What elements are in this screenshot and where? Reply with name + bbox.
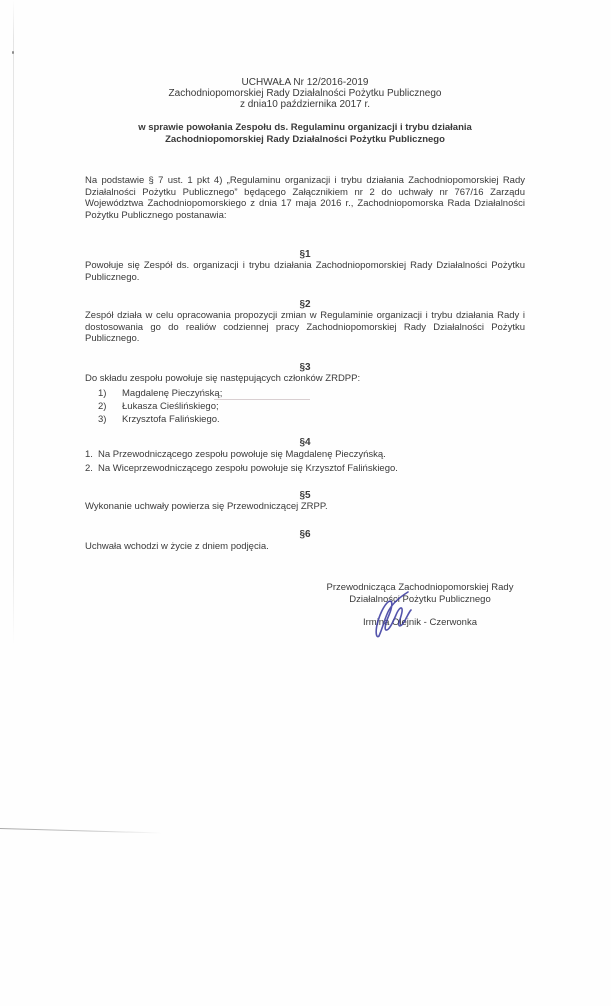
list-item-number: 1. — [85, 449, 93, 460]
section-3-list — [85, 387, 538, 426]
preamble-paragraph: Na podstawie § 7 ust. 1 pkt 4) „Regulaminu organizacji i trybu działania Zachodniopomorskiej Rady Działalności Pożytku Publicznego” będącego Załącznikiem nr 2 do uchwały nr 767/16 Zarządu Województwa Zachodniopomorskiego z dnia 17 maja 2016 r., Zachodniopomorska Rada Działalności Pożytku Publicznego postanawia: — [85, 175, 525, 221]
doc-subject — [85, 122, 525, 145]
section-1-text: Powołuje się Zespół ds. organizacji i trybu działania Zachodniopomorskiej Rady Działalności Pożytku Publicznego. — [85, 260, 525, 283]
section-6-text: Uchwała wchodzi w życie z dniem podjęcia. — [85, 541, 269, 552]
scan-edge-artifact-diagonal — [0, 828, 162, 834]
list-item-number: 2. — [85, 463, 93, 474]
section-4-list — [85, 448, 525, 476]
section-6-marker: §6 — [299, 529, 311, 540]
section-5-marker: §5 — [299, 490, 311, 501]
section-5-text: Wykonanie uchwały powierza się Przewodniczącej ZRPP. — [85, 501, 328, 512]
list-item — [98, 400, 538, 413]
doc-header — [85, 77, 525, 110]
list-item-text: Na Przewodniczącego zespołu powołuje się Magdalenę Pieczyńską. — [98, 449, 386, 460]
section-3-intro: Do składu zespołu powołuje się następujących członków ZRDPP: — [85, 373, 361, 384]
scan-edge-artifact-vertical — [13, 0, 14, 645]
section-2-text: Zespół działa w celu opracowania propozycji zmian w Regulaminie organizacji i trybu działania Rady i dostosowania go do realiów codziennej pracy Zachodniopomorskiej Rady Działalności Pożytku Publicznego. — [85, 310, 525, 344]
signature-title-line-1: Przewodnicząca Zachodniopomorskiej Rady — [326, 582, 514, 593]
section-2-marker: §2 — [299, 299, 311, 310]
list-item-number: 1) — [98, 388, 107, 399]
list-item-text: Krzysztofa Falińskiego. — [122, 414, 220, 425]
doc-organization: Zachodniopomorskiej Rady Działalności Pożytku Publicznego — [168, 88, 442, 99]
list-item-text: Magdalenę Pieczyńską; — [122, 388, 223, 399]
signature-name: Irmina Olejnik - Czerwonka — [362, 617, 478, 628]
subject-line-2: Zachodniopomorskiej Rady Działalności Pożytku Publicznego — [165, 133, 445, 145]
list-item-number: 3) — [98, 414, 107, 425]
doc-date: z dnia10 października 2017 r. — [239, 99, 371, 110]
list-item-text: Łukasza Cieślińskiego; — [122, 401, 219, 412]
signature-title-line-2: Działalności Pożytku Publicznego — [349, 594, 491, 605]
section-3-marker: §3 — [299, 362, 311, 373]
list-item-number: 2) — [98, 401, 107, 412]
doc-title: UCHWAŁA Nr 12/2016-2019 — [241, 77, 369, 88]
list-item-text: Na Wiceprzewodniczącego zespołu powołuje się Krzysztof Falińskiego. — [98, 463, 398, 474]
scan-speck-artifact — [12, 51, 14, 54]
list-item — [85, 448, 525, 462]
subject-line-1: w sprawie powołania Zespołu ds. Regulaminu organizacji i trybu działania — [138, 122, 472, 133]
list-item — [98, 387, 538, 400]
list-item — [98, 413, 538, 426]
handwritten-signature-ink — [352, 589, 424, 641]
list-item — [85, 462, 525, 476]
section-4-marker: §4 — [299, 437, 311, 448]
section-1-marker: §1 — [299, 249, 311, 260]
